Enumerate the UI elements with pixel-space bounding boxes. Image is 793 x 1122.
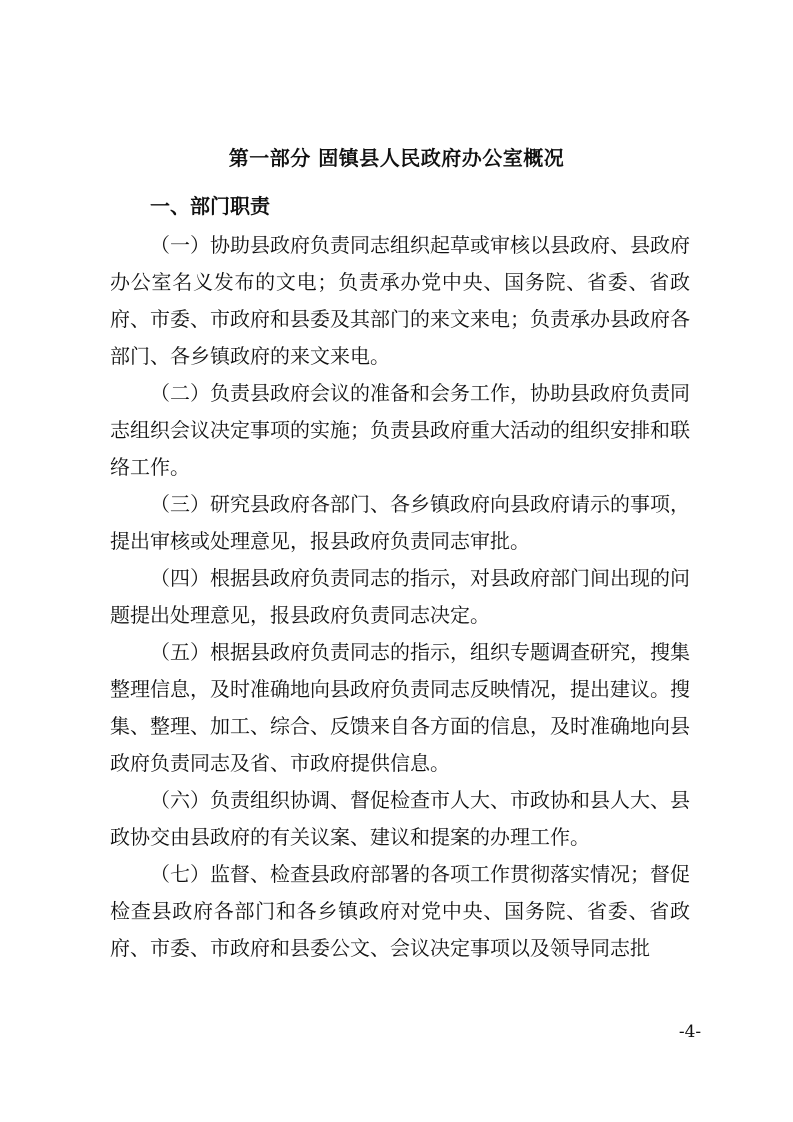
paragraph-duty-1: （一）协助县政府负责同志组织起草或审核以县政府、县政府办公室名义发布的文电；负责承办党中央、国务院、省委、省政府、市委、市政府和县委及其部门的来文来电；负责承办县政府各部门、各乡镇政府的来文来电。 <box>110 233 690 368</box>
paragraph-duty-4: （四）根据县政府负责同志的指示，对县政府部门间出现的问题提出处理意见，报县政府负责同志决定。 <box>110 566 690 627</box>
section-heading: 一、部门职责 <box>150 194 270 218</box>
paragraph-duty-5: （五）根据县政府负责同志的指示，组织专题调查研究，搜集整理信息，及时准确地向县政府负责同志反映情况，提出建议。搜集、整理、加工、综合、反馈来自各方面的信息，及时准确地向县政府负责同志及省、市政府提供信息。 <box>110 640 690 775</box>
page-title: 第一部分 固镇县人民政府办公室概况 <box>228 146 565 170</box>
paragraph-duty-3: （三）研究县政府各部门、各乡镇政府向县政府请示的事项，提出审核或处理意见，报县政府负责同志审批。 <box>110 492 690 553</box>
page-number: -4- <box>678 1022 702 1042</box>
paragraph-duty-2: （二）负责县政府会议的准备和会务工作，协助县政府负责同志组织会议决定事项的实施；负责县政府重大活动的组织安排和联络工作。 <box>110 381 690 479</box>
paragraph-duty-7: （七）监督、检查县政府部署的各项工作贯彻落实情况；督促检查县政府各部门和各乡镇政府对党中央、国务院、省委、省政府、市委、市政府和县委公文、会议决定事项以及领导同志批 <box>110 862 690 960</box>
paragraph-duty-6: （六）负责组织协调、督促检查市人大、市政协和县人大、县政协交由县政府的有关议案、建议和提案的办理工作。 <box>110 788 690 849</box>
